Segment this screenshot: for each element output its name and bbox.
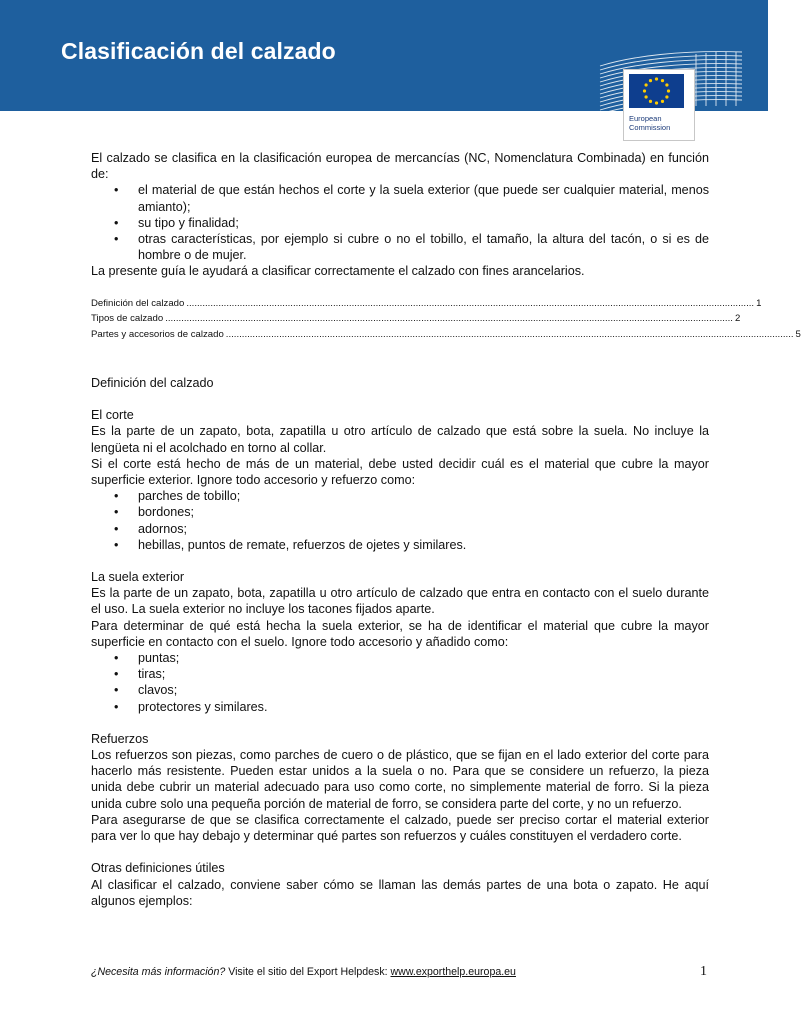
footer-text: Visite el sitio del Export Helpdesk:: [225, 966, 391, 978]
otras-paragraph-1: Al clasificar el calzado, conviene saber cómo se llaman las demás partes de una bota o zapato. He aquí algunos ejemplos:: [91, 877, 709, 908]
list-item: • adornos;: [91, 521, 709, 537]
list-item: • bordones;: [91, 504, 709, 520]
refuerzos-paragraph-2: Para asegurarse de que se clasifica correctamente el calzado, puede ser preciso cortar el material exterior para ver lo que hay debajo y determinar qué partes son refuerzos y cuáles constituyen el verdadero corte.: [91, 812, 709, 844]
list-item: • clavos;: [91, 682, 709, 698]
list-item: • tiras;: [91, 666, 709, 682]
suela-bullet-list: [91, 650, 709, 715]
list-item: • protectores y similares.: [91, 699, 709, 715]
toc-leader: .....................................................................................................................................................................................................................: [165, 313, 733, 325]
intro-paragraph: El calzado se clasifica en la clasificación europea de mercancías (NC, Nomenclatura Combinada) en función de:: [91, 151, 709, 182]
toc-page-number: 2: [734, 313, 741, 325]
list-item: • hebillas, puntos de remate, refuerzos de ojetes y similares.: [91, 537, 709, 553]
subheading-corte: El corte: [91, 408, 134, 423]
toc-title: Tipos de calzado: [91, 313, 164, 325]
subheading-otras: Otras definiciones útiles: [91, 861, 225, 876]
intro-closing: La presente guía le ayudará a clasificar correctamente el calzado con fines arancelarios.: [91, 264, 585, 279]
toc-entry-partes[interactable]: [91, 327, 801, 343]
export-helpdesk-link[interactable]: www.exporthelp.europa.eu: [390, 966, 516, 978]
logo-text: [629, 114, 670, 132]
corte-paragraph-2: Si el corte está hecho de más de un material, debe usted decidir cuál es el material que cubre la mayor superficie exterior. Ignore todo accesorio y refuerzo como:: [91, 456, 709, 488]
list-item: • el material de que están hechos el corte y la suela exterior (que puede ser cualquier material, menos amianto);: [91, 182, 709, 214]
document-body: [91, 150, 801, 909]
section-heading: Definición del calzado: [91, 376, 214, 391]
eu-flag-icon: [629, 74, 684, 108]
table-of-contents: [91, 296, 801, 343]
subheading-suela: La suela exterior: [91, 570, 185, 585]
toc-page-number: 1: [756, 297, 762, 309]
toc-entry-tipos[interactable]: [91, 311, 741, 327]
corte-paragraph-1: Es la parte de un zapato, bota, zapatilla u otro artículo de calzado que está sobre la suela. No incluye la lengüeta ni el acolchado en torno al collar.: [91, 424, 709, 455]
toc-leader: .....................................................................................................................................................................................................................: [186, 297, 755, 309]
footer-question: ¿Necesita más información?: [91, 966, 226, 978]
page-number: 1: [700, 964, 707, 979]
suela-paragraph-1: Es la parte de un zapato, bota, zapatilla u otro artículo de calzado que entra en contacto con el suelo durante el uso. La suela exterior no incluye los tacones fijados aparte.: [91, 586, 709, 617]
toc-title: Partes y accesorios de calzado: [91, 329, 224, 341]
suela-paragraph-2: Para determinar de qué está hecha la suela exterior, se ha de identificar el material que cubre la mayor superficie en contacto con el suelo. Ignore todo accesorio y añadido como:: [91, 618, 709, 649]
list-item: • otras características, por ejemplo si cubre o no el tobillo, el tamaño, la altura del tacón, o si es de hombre o de mujer.: [91, 231, 709, 263]
toc-page-number: 5: [795, 329, 801, 341]
logo-line-commission: Commission: [629, 123, 671, 132]
toc-title: Definición del calzado: [91, 297, 185, 309]
page-footer: [91, 966, 709, 984]
page-title: Clasificación del calzado: [61, 38, 336, 64]
list-item: • su tipo y finalidad;: [91, 215, 709, 231]
toc-entry-definicion[interactable]: [91, 296, 762, 312]
toc-leader: .....................................................................................................................................................................................................................: [225, 329, 794, 341]
logo-line-european: European: [629, 114, 662, 123]
european-commission-logo: [624, 70, 694, 140]
corte-bullet-list: [91, 488, 709, 553]
subheading-refuerzos: Refuerzos: [91, 731, 149, 746]
list-item: • puntas;: [91, 650, 709, 666]
refuerzos-paragraph-1: Los refuerzos son piezas, como parches de cuero o de plástico, que se fijan en el lado exterior del corte para hacerlo más resistente. Pueden estar unidos a la suela o no. Para que se considere un refuerzo, la pieza unida debe cubrir un material adecuado para uso como corte, no simplemente material de forro. Si la pieza unida cubre solo una pequeña porción de material de forro, se considera parte del corte, y no un refuerzo.: [91, 748, 709, 811]
list-item: • parches de tobillo;: [91, 488, 709, 504]
intro-bullet-list: [91, 182, 709, 263]
